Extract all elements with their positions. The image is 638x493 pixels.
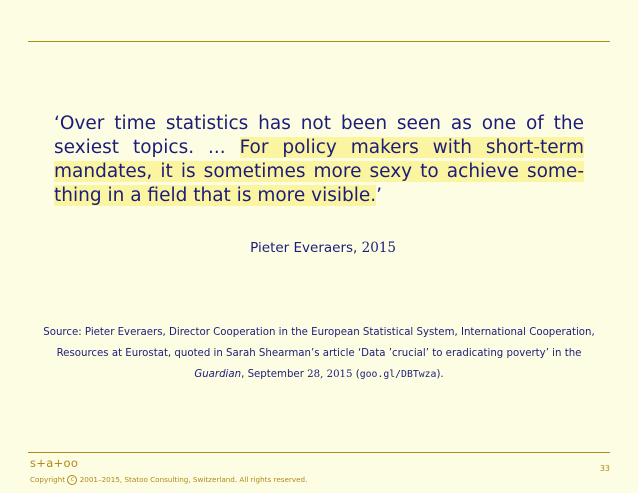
source-link[interactable]: goo.gl/DBTwza: [359, 369, 437, 380]
source-note: [28, 322, 610, 385]
source-date-text: , September: [241, 369, 304, 380]
source-paren-close: ).: [436, 369, 444, 380]
attribution-name: Pieter Everaers,: [250, 240, 358, 256]
copyright-notice: [30, 475, 307, 485]
quote-highlight-2: mandates, it is sometimes more sexy to achieve some-: [54, 161, 584, 182]
copyright-icon: c: [67, 475, 77, 485]
quote-highlight-3: thing in a field that is more visible.: [54, 185, 377, 206]
quote-line-3: [54, 160, 584, 184]
source-publication: Guardian: [194, 369, 242, 380]
source-day: 28,: [307, 369, 324, 380]
quote-block: [54, 112, 584, 208]
source-line-1: Source: Pieter Everaers, Director Cooperation in the European Statistical System, International Cooperation,: [43, 327, 595, 338]
quote-line-4: [54, 184, 584, 208]
source-line-2: Resources at Eurostat, quoted in Sarah Shearman’s article ‘Data ’crucial’ to eradicating poverty’ in the: [56, 348, 582, 359]
source-year: 2015: [326, 369, 353, 380]
bottom-divider: [28, 452, 610, 453]
copyright-text: 2001–2015, Statoo Consulting, Switzerland. All rights reserved.: [79, 475, 308, 484]
attribution-year: 2015: [361, 240, 396, 256]
source-paren-open: (: [355, 369, 360, 380]
quote-highlight-1: For policy makers with short-term: [239, 137, 584, 158]
top-divider: [28, 41, 610, 42]
quote-line-2: [54, 136, 584, 160]
brand-logo: s+a+oo: [30, 456, 79, 470]
quote-close-mark: ’: [376, 185, 383, 206]
page-number: 33: [599, 464, 610, 473]
copyright-label: Copyright: [30, 475, 66, 484]
quote-line-2-plain: sexiest topics. ...: [54, 137, 240, 158]
quote-attribution: [0, 240, 638, 256]
quote-line-1: ‘Over time statistics has not been seen as one of the: [54, 113, 584, 134]
